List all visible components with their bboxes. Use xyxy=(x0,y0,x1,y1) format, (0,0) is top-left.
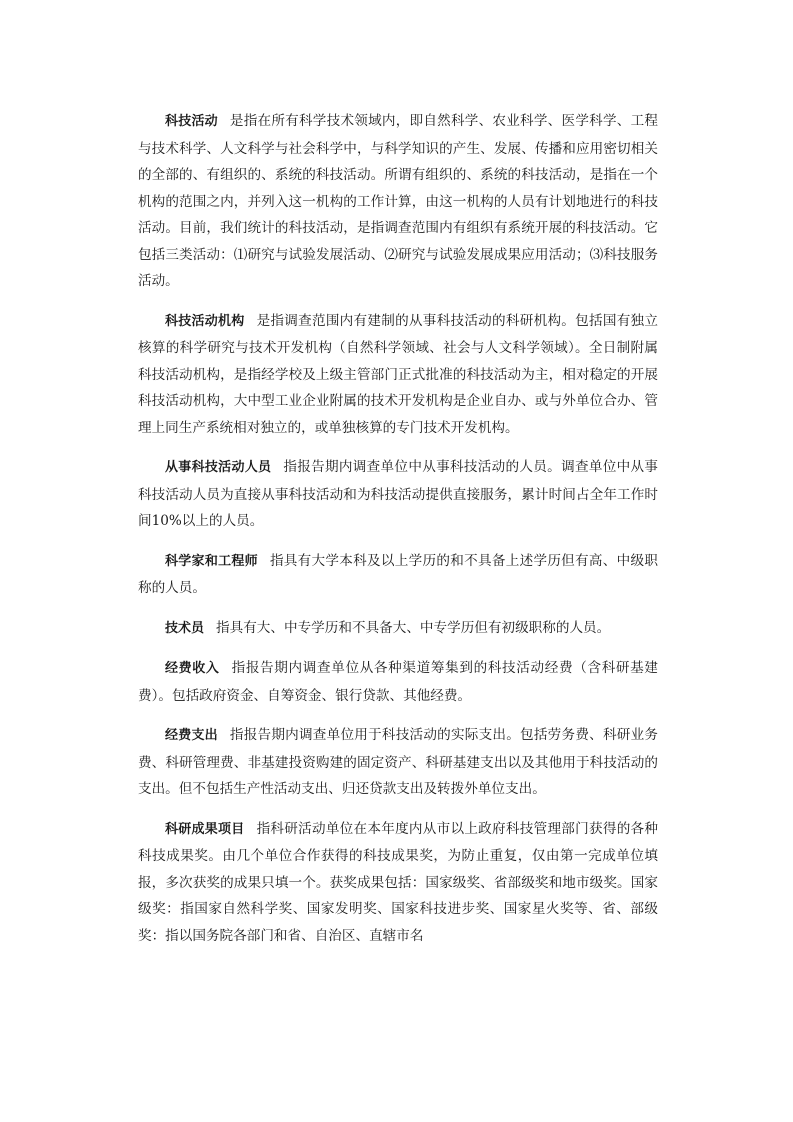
definition-paragraph xyxy=(138,108,658,295)
definition-term: 经费支出 xyxy=(165,728,218,743)
definition-text: 是指调查范围内有建制的从事科技活动的科研机构。包括国有独立核算的科学研究与技术开发机构（自然科学领域、社会与人文科学领域）。全日制附属科技活动机构，是指经学校及上级主管部门正式批准的科技活动为主，相对稳定的开展科技活动机构，大中型工业企业附属的技术开发机构是企业自办、或与外单位合办、管理上同生产系统相对独立的，或单独核算的专门技术开发机构。 xyxy=(138,312,658,436)
definition-term: 经费收入 xyxy=(165,661,220,676)
definition-paragraph xyxy=(138,655,658,709)
definition-paragraph xyxy=(138,454,658,535)
definition-text: 指报告期内调查单位中从事科技活动的人员。调查单位中从事科技活动人员为直接从事科技活动和为科技活动提供直接服务，累计时间占全年工作时间10%以上的人员。 xyxy=(138,459,658,529)
definition-text: 指报告期内调查单位从各种渠道筹集到的科技活动经费（含科研基建费）。包括政府资金、自筹资金、银行贷款、其他经费。 xyxy=(138,660,658,704)
definition-paragraph xyxy=(138,722,658,803)
definition-text: 指科研活动单位在本年度内从市以上政府科技管理部门获得的各种科技成果奖。由几个单位合作获得的科技成果奖，为防止重复，仅由第一完成单位填报，多次获奖的成果只填一个。获奖成果包括：国家级奖、省部级奖和地市级奖。国家级奖：指国家自然科学奖、国家发明奖、国家科技进步奖、国家星火奖等、省、部级奖：指以国务院各部门和省、自治区、直辖市名 xyxy=(138,820,658,944)
definition-term: 从事科技活动人员 xyxy=(165,460,272,475)
definition-text: 是指在所有科学技术领域内，即自然科学、农业科学、医学科学、工程与技术科学、人文科学与社会科学中，与科学知识的产生、发展、传播和应用密切相关的全部的、有组织的、系统的科技活动。所谓有组织的、系统的科技活动，是指在一个机构的范围之内，并列入这一机构的工作计算，由这一机构的人员有计划地进行的科技活动。目前，我们统计的科技活动，是指调查范围内有组织有系统开展的科技活动。它包括三类活动：⑴研究与试验发展活动、⑵研究与试验发展成果应用活动；⑶科技服务活动。 xyxy=(138,113,658,289)
definition-text: 指具有大、中专学历和不具备大、中专学历但有初级职称的人员。 xyxy=(216,619,611,636)
definition-paragraph xyxy=(138,615,658,643)
definition-term: 科学家和工程师 xyxy=(165,553,258,569)
definition-term: 技术员 xyxy=(165,620,205,636)
definition-paragraph xyxy=(138,548,658,602)
definition-paragraph xyxy=(138,816,658,950)
definition-text: 指报告期内调查单位用于科技活动的实际支出。包括劳务费、科研业务费、科研管理费、非基建投资购建的固定资产、科研基建支出以及其他用于科技活动的支出。但不包括生产性活动支出、归还贷款支出及转拨外单位支出。 xyxy=(138,727,658,797)
document-page xyxy=(138,108,658,949)
definition-term: 科技活动机构 xyxy=(165,313,245,329)
definition-term: 科技活动 xyxy=(165,114,218,129)
definition-paragraph xyxy=(138,308,658,442)
definition-term: 科研成果项目 xyxy=(165,821,245,837)
definition-text: 指具有大学本科及以上学历的和不具备上述学历但有高、中级职称的人员。 xyxy=(138,552,658,596)
